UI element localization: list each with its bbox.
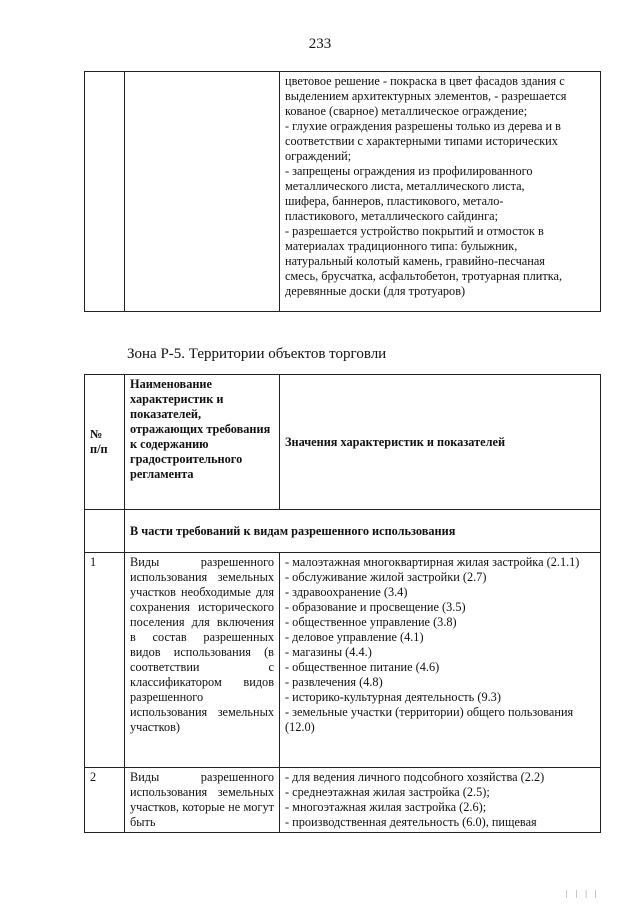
table-cell-name (125, 72, 280, 312)
table-row (85, 72, 601, 312)
header-name: Наименование характеристик и показателей, отражающих требования к содержанию градостроительного регламента (125, 375, 280, 510)
value-item: - историко-культурная деятельность (9.3) (285, 690, 501, 704)
text-line: ограждений; (285, 149, 352, 163)
value-item: - обслуживание жилой застройки (2.7) (285, 570, 487, 584)
section-num-cell (85, 510, 125, 553)
row-num: 2 (85, 768, 125, 833)
row-name: Виды разрешенного использования земельных участков необходимые для сохранения исторического поселения для включения в состав разрешенных видов использования (в соответствии с классификатором видов разрешенного использования земельных участков) (125, 553, 280, 768)
value-item: - развлечения (4.8) (285, 675, 383, 689)
text-line: соответствии с характерными типами исторических (285, 134, 558, 148)
value-item: - общественное питание (4.6) (285, 660, 440, 674)
section-title: В части требований к видам разрешенного использования (125, 510, 601, 553)
text-line: выделением архитектурных элементов, - разрешается (285, 89, 567, 103)
text-line: металлического листа, металлического листа, (285, 179, 525, 193)
value-item: - многоэтажная жилая застройка (2.6); (285, 800, 487, 814)
table-cell-num (85, 72, 125, 312)
value-item: - магазины (4.4.) (285, 645, 372, 659)
value-item: - для ведения личного подсобного хозяйства (2.2) (285, 770, 545, 784)
text-line: кованое (сварное) металлическое ограждение; (285, 104, 528, 118)
value-item: - производственная деятельность (6.0), пищевая (285, 815, 537, 829)
text-line: - запрещены ограждения из профилированного (285, 164, 533, 178)
continuation-text (280, 72, 601, 312)
continuation-table (84, 71, 601, 312)
text-line: смесь, брусчатка, асфальтобетон, тротуарная плитка, (285, 269, 563, 283)
row-values (280, 553, 601, 768)
row-values (280, 768, 601, 833)
value-item: - деловое управление (4.1) (285, 630, 424, 644)
table-row (85, 768, 601, 833)
requirements-table (84, 374, 601, 833)
value-item: - здравоохранение (3.4) (285, 585, 408, 599)
page-number: 233 (308, 36, 332, 52)
header-num (85, 375, 125, 510)
value-item: - общественное управление (3.8) (285, 615, 457, 629)
table-row (85, 553, 601, 768)
text-line: деревянные доски (для тротуаров) (285, 284, 466, 298)
text-line: шифера, баннеров, пластикового, метало- (285, 194, 504, 208)
footer-marks: | | | | (566, 889, 600, 898)
text-line: - разрешается устройство покрытий и отмосток в (285, 224, 544, 238)
text-line: цветовое решение - покраска в цвет фасадов здания с (285, 74, 565, 88)
header-values: Значения характеристик и показателей (280, 375, 601, 510)
row-num: 1 (85, 553, 125, 768)
value-item: - малоэтажная многоквартирная жилая застройка (2.1.1) (285, 555, 580, 569)
value-item: - земельные участки (территории) общего пользования (12.0) (285, 705, 574, 734)
header-num-abbr: п/п (90, 442, 108, 456)
row-name: Виды разрешенного использования земельных участков, которые не могут быть (125, 768, 280, 833)
zone-title: Зона Р-5. Территории объектов торговли (127, 346, 387, 362)
value-item: - образование и просвещение (3.5) (285, 600, 466, 614)
text-line: натуральный колотый камень, гравийно-песчаная (285, 254, 545, 268)
text-line: материалах традиционного типа: булыжник, (285, 239, 518, 253)
table-header-row (85, 375, 601, 510)
text-line: пластикового, металлического сайдинга; (285, 209, 499, 223)
section-row (85, 510, 601, 553)
text-line: - глухие ограждения разрешены только из дерева и в (285, 119, 561, 133)
value-item: - среднеэтажная жилая застройка (2.5); (285, 785, 490, 799)
header-num-symbol: № (90, 427, 103, 441)
